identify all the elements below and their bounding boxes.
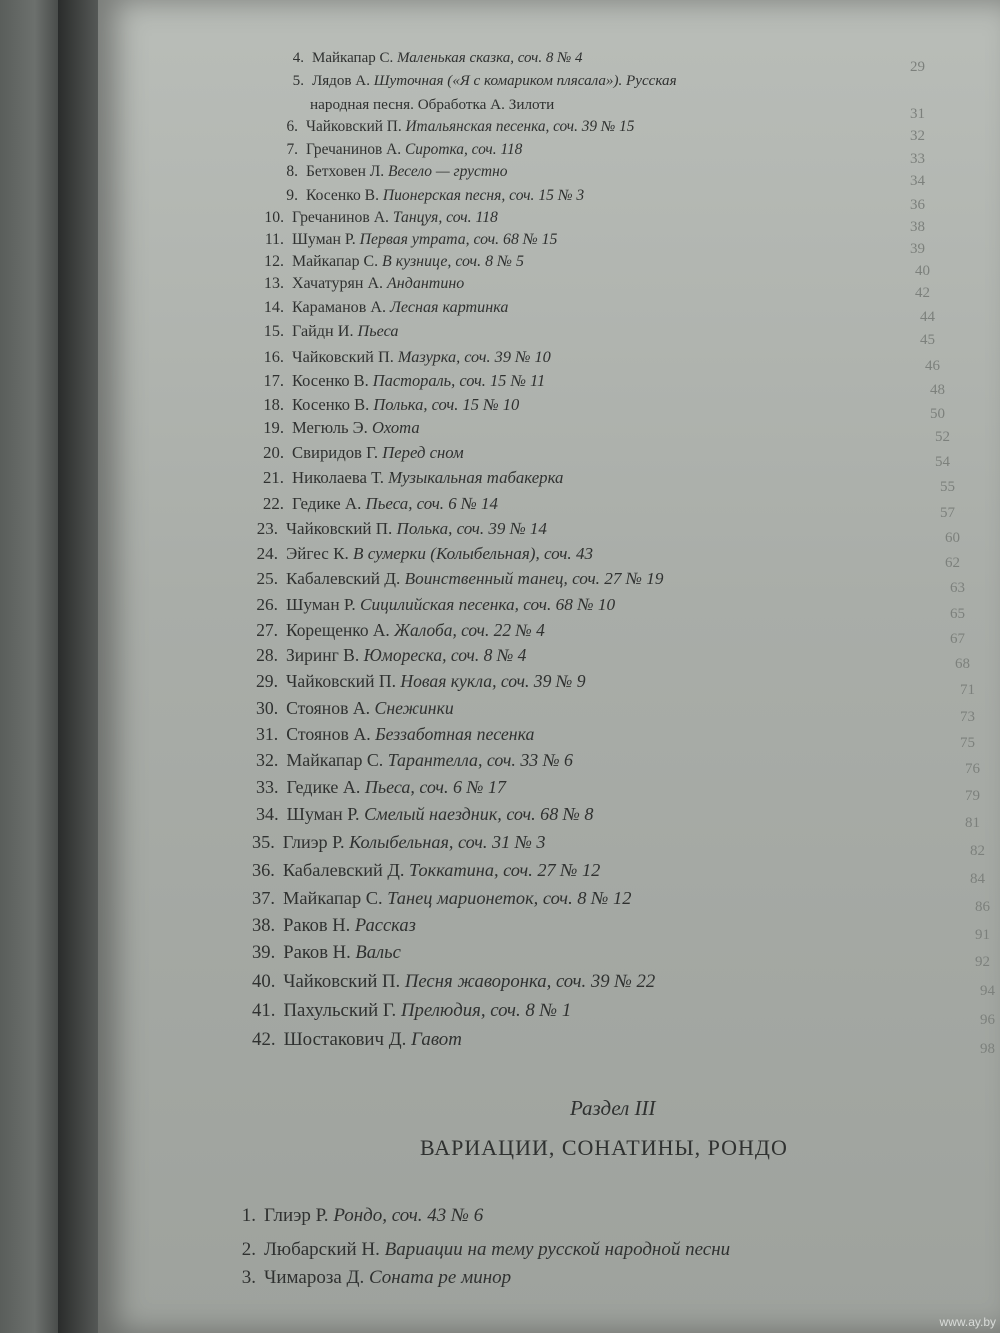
entry-title: Юмореска, соч. 8 № 4: [363, 645, 527, 665]
entry-author: Глиэр Р.: [282, 832, 350, 852]
entry-author: Чайковский П.: [286, 519, 397, 538]
entry-page-number: 91: [975, 927, 990, 943]
toc-entry: [256, 516, 547, 542]
entry-page-number: 38: [910, 219, 925, 235]
entry-page-number: 60: [945, 530, 960, 546]
entry-page-number: 79: [965, 788, 980, 804]
entry-title: Пионерская песня, соч. 15 № 3: [382, 187, 585, 204]
toc-entry: [256, 642, 526, 668]
entry-author: Корещенко А.: [286, 620, 395, 640]
entry-number: 26.: [256, 595, 278, 614]
toc-entry: [256, 747, 573, 773]
toc-entry: [256, 541, 593, 567]
entry-title: Полька, соч. 39 № 14: [396, 519, 547, 538]
entry-page-number: 42: [915, 285, 930, 301]
toc-entry: [256, 695, 454, 721]
entry-number: 9.: [286, 187, 298, 204]
toc-entry: [262, 465, 563, 491]
entry-title: Новая кукла, соч. 39 № 9: [400, 671, 586, 691]
entry-author: Чимароза Д.: [264, 1267, 369, 1288]
entry-number: 42.: [252, 1029, 276, 1050]
entry-page-number: 29: [910, 59, 925, 75]
entry-title: В сумерки (Колыбельная), соч. 43: [353, 544, 594, 563]
entry-number: 34.: [256, 804, 279, 824]
entry-number: 11.: [264, 231, 284, 248]
entry-number: 12.: [264, 253, 284, 270]
entry-author: Стоянов А.: [286, 698, 375, 718]
entry-title: Маленькая сказка, соч. 8 № 4: [396, 50, 583, 66]
entry-title: Полька, соч. 15 № 10: [373, 395, 520, 414]
toc-entry: [256, 592, 615, 618]
book-cover-edge: [0, 0, 58, 1333]
entry-page-number: 82: [970, 843, 985, 859]
entry-author: Лядов А.: [312, 73, 374, 89]
entry-page-number: 54: [935, 454, 950, 470]
toc-entry: [256, 721, 534, 747]
entry-author: Майкапар С.: [286, 750, 388, 770]
entry-page-number: 50: [930, 406, 945, 422]
entry-page-number: 92: [975, 954, 990, 970]
entry-page-number: 45: [920, 332, 935, 348]
entry-number: 25.: [256, 569, 278, 588]
toc-entry: [262, 318, 398, 344]
entry-author: Кабалевский Д.: [282, 860, 410, 880]
entry-page-number: 39: [910, 241, 925, 257]
entry-title: Вальс: [355, 942, 401, 963]
toc-entry: [276, 159, 508, 185]
entry-author: Стоянов А.: [286, 724, 376, 744]
entry-title: Пастораль, соч. 15 № 11: [372, 371, 546, 390]
entry-author: Чайковский П.: [286, 671, 401, 691]
entry-title: Андантино: [387, 275, 465, 292]
entry-number: 39.: [252, 942, 276, 963]
toc-entry: [252, 940, 401, 966]
entry-title: Песня жаворонка, соч. 39 № 22: [404, 971, 656, 992]
entry-number: 23.: [256, 519, 278, 538]
entry-title: Танцуя, соч. 118: [392, 209, 498, 226]
entry-author: Шуман Р.: [286, 804, 365, 824]
entry-author: Косенко В.: [292, 371, 373, 390]
entry-number: 16.: [263, 347, 284, 366]
entry-number: 35.: [252, 832, 275, 852]
entry-page-number: 57: [940, 505, 955, 521]
entry-number: 33.: [256, 777, 279, 797]
toc-entry: [252, 913, 416, 939]
entry-number: 27.: [256, 620, 278, 640]
entry-number: 21.: [263, 468, 284, 487]
entry-number: 5.: [292, 73, 304, 89]
entry-author: Гречанинов А.: [292, 209, 393, 226]
entry-title: В кузнице, соч. 8 № 5: [382, 253, 524, 270]
entry-title: Беззаботная песенка: [375, 724, 535, 744]
entry-number: 29.: [256, 671, 278, 691]
entry-page-number: 44: [920, 309, 935, 325]
entry-title: Мазурка, соч. 39 № 10: [397, 347, 551, 366]
section-title: ВАРИАЦИИ, СОНАТИНЫ, РОНДО: [420, 1135, 788, 1160]
toc-entry: [262, 368, 545, 394]
entry-title: Лесная картинка: [390, 299, 509, 316]
entry-number: 6.: [286, 118, 298, 135]
entry-title: Снежинки: [374, 698, 454, 718]
entry-author: Эйгес К.: [286, 544, 354, 563]
entry-title: Сиротка, соч. 118: [404, 141, 523, 158]
toc-entry: [256, 668, 586, 694]
entry-author: Шуман Р.: [286, 595, 360, 614]
entry-author: Глиэр Р.: [264, 1205, 334, 1226]
entry-number: 1.: [241, 1205, 256, 1226]
entry-page-number: 98: [980, 1041, 995, 1057]
entry-title: Шуточная («Я с комариком плясала»). Русская: [373, 73, 677, 89]
section-entry: [238, 1265, 511, 1291]
entry-number: 7.: [286, 141, 298, 158]
entry-author: народная песня. Обработка А. Зилоти: [310, 96, 555, 113]
entry-number: 18.: [263, 395, 284, 414]
entry-page-number: 65: [950, 606, 965, 622]
entry-number: 41.: [252, 1000, 276, 1021]
entry-page-number: 46: [925, 358, 940, 374]
entry-page-number: 62: [945, 555, 960, 571]
entry-title: Танец марионеток, соч. 8 № 12: [387, 888, 632, 908]
entry-number: 20.: [263, 443, 284, 462]
section-entry: [238, 1237, 730, 1263]
entry-author: Шостакович Д.: [283, 1029, 412, 1050]
entry-title: Музыкальная табакерка: [388, 468, 564, 487]
entry-title: Пьеса, соч. 6 № 17: [364, 777, 506, 797]
entry-page-number: 52: [935, 429, 950, 445]
toc-entry: [256, 617, 545, 643]
entry-author: Раков Н.: [283, 916, 355, 936]
entry-number: 10.: [264, 209, 284, 226]
entry-author: Пахульский Г.: [283, 1000, 401, 1021]
entry-page-number: 86: [975, 899, 990, 915]
entry-number: 13.: [264, 275, 284, 292]
entry-page-number: 67: [950, 631, 965, 647]
entry-number: 15.: [263, 322, 284, 340]
toc-entry: [252, 1027, 462, 1053]
entry-author: Косенко В.: [292, 395, 374, 414]
entry-number: 28.: [256, 645, 278, 665]
entry-page-number: 40: [915, 263, 930, 279]
toc-entry: [252, 885, 631, 911]
entry-title: Пьеса, соч. 6 № 14: [365, 494, 498, 513]
toc-entry: [256, 566, 663, 592]
entry-page-number: 71: [960, 682, 975, 698]
entry-number: 17.: [263, 371, 284, 390]
entry-author: Гедике А.: [292, 494, 366, 513]
entry-author: Гедике А.: [286, 777, 365, 797]
entry-page-number: 73: [960, 709, 975, 725]
entry-author: Мегюль Э.: [292, 418, 372, 437]
toc-entry: [262, 415, 420, 441]
entry-page-number: 76: [965, 761, 980, 777]
entry-page-number: 75: [960, 735, 975, 751]
entry-number: 2.: [241, 1239, 256, 1260]
entry-page-number: 81: [965, 815, 980, 831]
section-entry: [238, 1203, 483, 1229]
entry-page-number: 34: [910, 173, 925, 189]
entry-title: Итальянская песенка, соч. 39 № 15: [405, 118, 635, 135]
entry-page-number: 36: [910, 197, 925, 213]
toc-entry: [256, 801, 593, 827]
toc-entry: [252, 998, 571, 1024]
entry-author: Гайдн И.: [292, 322, 358, 340]
toc-entry: [252, 969, 655, 995]
entry-author: Чайковский П.: [283, 971, 405, 992]
entry-title: Колыбельная, соч. 31 № 3: [349, 832, 546, 852]
entry-title: Гавот: [411, 1029, 462, 1050]
entry-title: Соната ре минор: [369, 1267, 512, 1288]
book-gutter: [58, 0, 98, 1333]
entry-page-number: 55: [940, 479, 955, 495]
entry-page-number: 33: [910, 151, 925, 167]
entry-number: 3.: [241, 1267, 256, 1288]
entry-author: Майкапар С.: [283, 888, 388, 908]
entry-title: Охота: [371, 418, 420, 437]
toc-entry: [256, 774, 506, 800]
entry-page-number: 84: [970, 871, 985, 887]
entry-author: Зиринг В.: [286, 645, 364, 665]
toc-entry: [262, 440, 464, 466]
entry-number: 38.: [252, 916, 276, 936]
entry-title: Перед сном: [382, 443, 464, 462]
entry-author: Любарский Н.: [264, 1239, 385, 1260]
entry-title: Пьеса: [357, 322, 399, 340]
entry-page-number: 31: [910, 106, 925, 122]
entry-title: Воинственный танец, соч. 27 № 19: [404, 569, 664, 588]
toc-entry: [252, 857, 600, 883]
entry-number: 37.: [252, 888, 275, 908]
entry-title: Тарантелла, соч. 33 № 6: [387, 750, 573, 770]
entry-author: Чайковский П.: [292, 347, 398, 366]
entry-title: Токкатина, соч. 27 № 12: [409, 860, 601, 880]
toc-entry: [262, 344, 551, 370]
entry-title: Вариации на тему русской народной песни: [384, 1239, 731, 1260]
entry-title: Прелюдия, соч. 8 № 1: [400, 1000, 572, 1021]
entry-title: Весело — грустно: [388, 163, 508, 180]
entry-number: 36.: [252, 860, 275, 880]
toc-entry: [282, 68, 677, 94]
entry-author: Гречанинов А.: [306, 141, 405, 158]
entry-author: Караманов А.: [292, 299, 391, 316]
entry-page-number: 32: [910, 128, 925, 144]
entry-title: Первая утрата, соч. 68 № 15: [359, 231, 558, 248]
entry-author: Свиридов Г.: [292, 443, 383, 462]
toc-entry: [252, 829, 546, 855]
entry-number: 24.: [256, 544, 278, 563]
entry-author: Хачатурян А.: [292, 275, 388, 292]
entry-number: 31.: [256, 724, 279, 744]
entry-title: Смелый наездник, соч. 68 № 8: [364, 804, 594, 824]
section-label: Раздел III: [570, 1096, 656, 1120]
entry-number: 22.: [262, 494, 284, 513]
entry-author: Бетховен Л.: [306, 163, 389, 180]
entry-author: Раков Н.: [283, 942, 356, 963]
entry-number: 40.: [252, 971, 276, 992]
entry-author: Кабалевский Д.: [286, 569, 405, 588]
entry-author: Чайковский П.: [306, 118, 406, 135]
entry-page-number: 63: [950, 580, 965, 596]
entry-page-number: 94: [980, 983, 995, 999]
entry-author: Майкапар С.: [292, 253, 383, 270]
entry-number: 14.: [263, 299, 284, 316]
entry-number: 8.: [286, 163, 298, 180]
entry-author: Шуман Р.: [292, 231, 360, 248]
entry-page-number: 96: [980, 1012, 995, 1028]
entry-page-number: 68: [955, 656, 970, 672]
entry-number: 32.: [256, 750, 279, 770]
entry-author: Николаева Т.: [292, 468, 389, 487]
entry-title: Сицилийская песенка, соч. 68 № 10: [360, 595, 616, 614]
entry-number: 19.: [263, 418, 284, 437]
entry-author: Майкапар С.: [312, 50, 397, 66]
entry-page-number: 48: [930, 382, 945, 398]
entry-title: Рондо, соч. 43 № 6: [333, 1205, 484, 1226]
entry-title: Рассказ: [354, 916, 416, 936]
entry-author: Косенко В.: [306, 187, 383, 204]
entry-title: Жалоба, соч. 22 № 4: [394, 620, 545, 640]
toc-entry: [262, 271, 464, 297]
toc-entry: [262, 491, 498, 517]
watermark: www.ay.by: [939, 1315, 996, 1329]
entry-number: 30.: [256, 698, 279, 718]
entry-number: 4.: [292, 50, 304, 66]
